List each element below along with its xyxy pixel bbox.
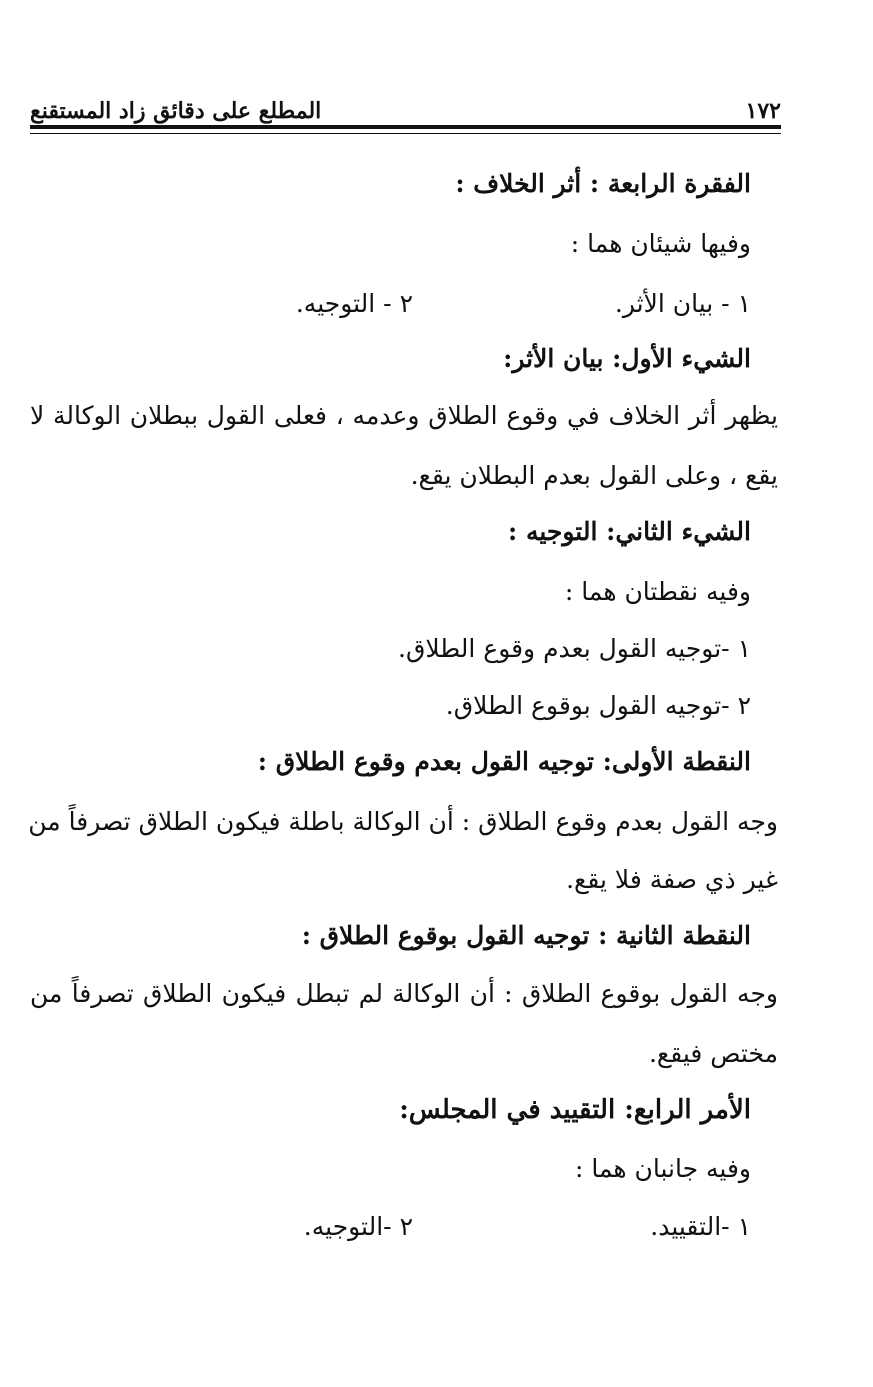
paragraph: غير ذي صفة فلا يقع. — [566, 865, 778, 894]
paragraph: وفيه نقطتان هما : — [564, 577, 751, 606]
book-title: المطلع على دقائق زاد المستقنع — [30, 98, 322, 124]
list-item: ١ -توجيه القول بعدم وقوع الطلاق. — [398, 634, 751, 663]
paragraph: وفيها شيئان هما : — [570, 229, 751, 258]
paragraph: وجه القول بعدم وقوع الطلاق : أن الوكالة باطلة فيكون الطلاق تصرفاً من — [28, 807, 778, 836]
paragraph: يظهر أثر الخلاف في وقوع الطلاق وعدمه ، فعلى القول ببطلان الوكالة لا — [30, 401, 778, 430]
section-heading: الفقرة الرابعة : أثر الخلاف : — [455, 169, 751, 198]
subheading: النقطة الثانية : توجيه القول بوقوع الطلاق : — [301, 921, 751, 950]
header-rule-thin — [30, 133, 781, 134]
paragraph: مختص فيقع. — [648, 1039, 778, 1068]
list-item: ٢ - التوجيه. — [295, 289, 413, 318]
list-item: ١ - بيان الأثر. — [614, 289, 751, 318]
header-rule-thick — [30, 125, 781, 129]
page-number: ١٧٢ — [745, 98, 781, 124]
list-item: ٢ -التوجيه. — [303, 1212, 413, 1241]
section-heading: الأمر الرابع: التقييد في المجلس: — [399, 1095, 751, 1125]
subheading: الشيء الثاني: التوجيه : — [508, 517, 751, 546]
list-item: ١ -التقييد. — [650, 1212, 751, 1241]
subheading: النقطة الأولى: توجيه القول بعدم وقوع الطلاق : — [257, 747, 751, 776]
paragraph: وجه القول بوقوع الطلاق : أن الوكالة لم تبطل فيكون الطلاق تصرفاً من — [30, 979, 778, 1008]
paragraph: يقع ، وعلى القول بعدم البطلان يقع. — [410, 461, 778, 490]
paragraph: وفيه جانبان هما : — [574, 1154, 751, 1183]
list-item: ٢ -توجيه القول بوقوع الطلاق. — [445, 691, 751, 720]
running-header — [30, 84, 781, 122]
subheading: الشيء الأول: بيان الأثر: — [503, 344, 751, 373]
